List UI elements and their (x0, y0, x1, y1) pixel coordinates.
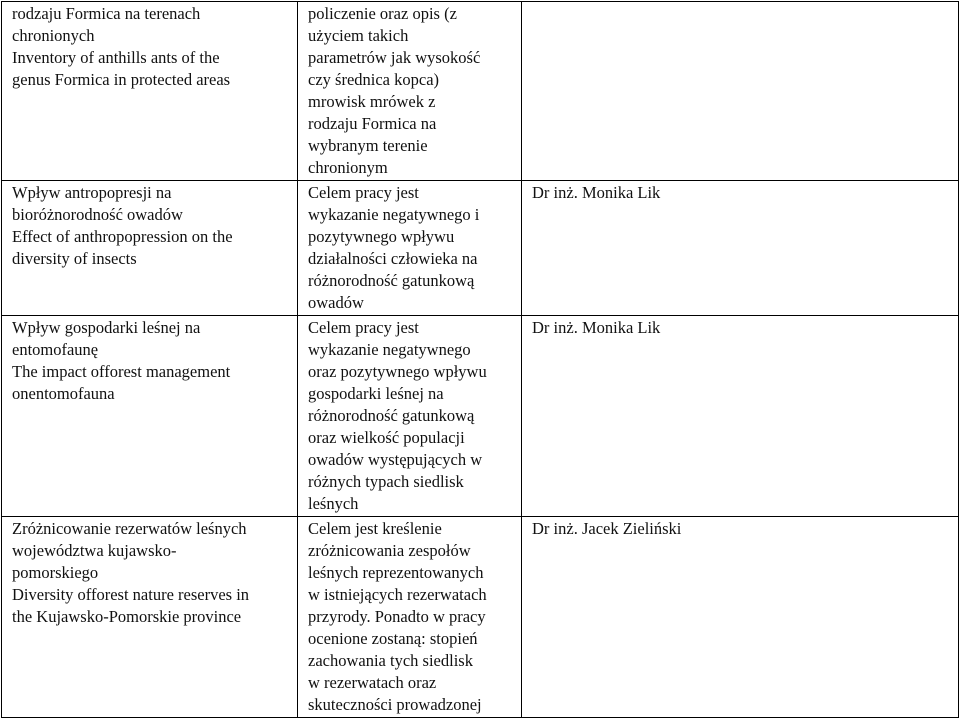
description-line: leśnych (308, 494, 359, 513)
topic-title-cell (2, 517, 298, 718)
description-line: Celem jest kreślenie (308, 519, 442, 538)
description-line: ocenione zostaną: stopień (308, 629, 478, 648)
thesis-topics-table (1, 1, 959, 718)
description-line: czy średnica kopca) (308, 70, 440, 89)
topic-title-line: Effect of anthropopression on the (12, 227, 233, 246)
supervisor-name: Dr inż. Monika Lik (532, 183, 661, 202)
table-row (2, 517, 959, 718)
description-line: zachowania tych siedlisk (308, 651, 473, 670)
topic-title-line: diversity of insects (12, 249, 137, 268)
description-line: parametrów jak wysokość (308, 48, 481, 67)
supervisor-name: Dr inż. Monika Lik (532, 318, 661, 337)
topic-title-line: chronionych (12, 26, 95, 45)
topic-description-cell (298, 2, 522, 181)
description-line: oraz wielkość populacji (308, 428, 465, 447)
description-line: działalności człowieka na (308, 249, 478, 268)
topic-title-line: The impact offorest management (12, 362, 231, 381)
description-line: w rezerwatach oraz (308, 673, 437, 692)
description-line: owadów występujących w (308, 450, 483, 469)
supervisor-cell (522, 2, 959, 181)
description-line: różnych typach siedlisk (308, 472, 464, 491)
supervisor-name: Dr inż. Jacek Zieliński (532, 519, 682, 538)
description-line: skuteczności prowadzonej (308, 695, 482, 714)
description-line: przyrody. Ponadto w pracy (308, 607, 486, 626)
topic-description-cell (298, 316, 522, 517)
topic-title-line: entomofaunę (12, 340, 99, 359)
topic-title-cell (2, 2, 298, 181)
topic-title-cell (2, 181, 298, 316)
description-line: rodzaju Formica na (308, 114, 437, 133)
description-line: zróżnicowania zespołów (308, 541, 471, 560)
description-line: wykazanie negatywnego i (308, 205, 480, 224)
description-line: Celem pracy jest (308, 318, 419, 337)
topic-title-line: pomorskiego (12, 563, 99, 582)
topic-title-line: Wpływ gospodarki leśnej na (12, 318, 201, 337)
topic-title-line: województwa kujawsko- (12, 541, 177, 560)
topic-title-line: rodzaju Formica na terenach (12, 4, 201, 23)
table-row (2, 2, 959, 181)
table-row (2, 316, 959, 517)
description-line: różnorodność gatunkową (308, 271, 475, 290)
supervisor-cell (522, 181, 959, 316)
topic-title-line: Diversity offorest nature reserves in (12, 585, 250, 604)
table-row (2, 181, 959, 316)
topic-title-cell (2, 316, 298, 517)
topic-title-line: the Kujawsko-Pomorskie province (12, 607, 242, 626)
description-line: mrowisk mrówek z (308, 92, 436, 111)
topic-description-cell (298, 517, 522, 718)
topic-title-line: bioróżnorodność owadów (12, 205, 183, 224)
description-line: użyciem takich (308, 26, 409, 45)
description-line: Celem pracy jest (308, 183, 419, 202)
description-line: policzenie oraz opis (z (308, 4, 457, 23)
topic-title-line: Inventory of anthills ants of the (12, 48, 220, 67)
description-line: leśnych reprezentowanych (308, 563, 484, 582)
description-line: wykazanie negatywnego (308, 340, 471, 359)
description-line: chronionym (308, 158, 388, 177)
description-line: wybranym terenie (308, 136, 428, 155)
description-line: pozytywnego wpływu (308, 227, 455, 246)
topic-title-line: onentomofauna (12, 384, 115, 403)
description-line: owadów (308, 293, 364, 312)
topic-description-cell (298, 181, 522, 316)
supervisor-cell (522, 316, 959, 517)
description-line: oraz pozytywnego wpływu (308, 362, 487, 381)
topic-title-line: genus Formica in protected areas (12, 70, 231, 89)
description-line: gospodarki leśnej na (308, 384, 444, 403)
topic-title-line: Wpływ antropopresji na (12, 183, 172, 202)
description-line: różnorodność gatunkową (308, 406, 475, 425)
description-line: w istniejących rezerwatach (308, 585, 487, 604)
topic-title-line: Zróżnicowanie rezerwatów leśnych (12, 519, 247, 538)
supervisor-cell (522, 517, 959, 718)
